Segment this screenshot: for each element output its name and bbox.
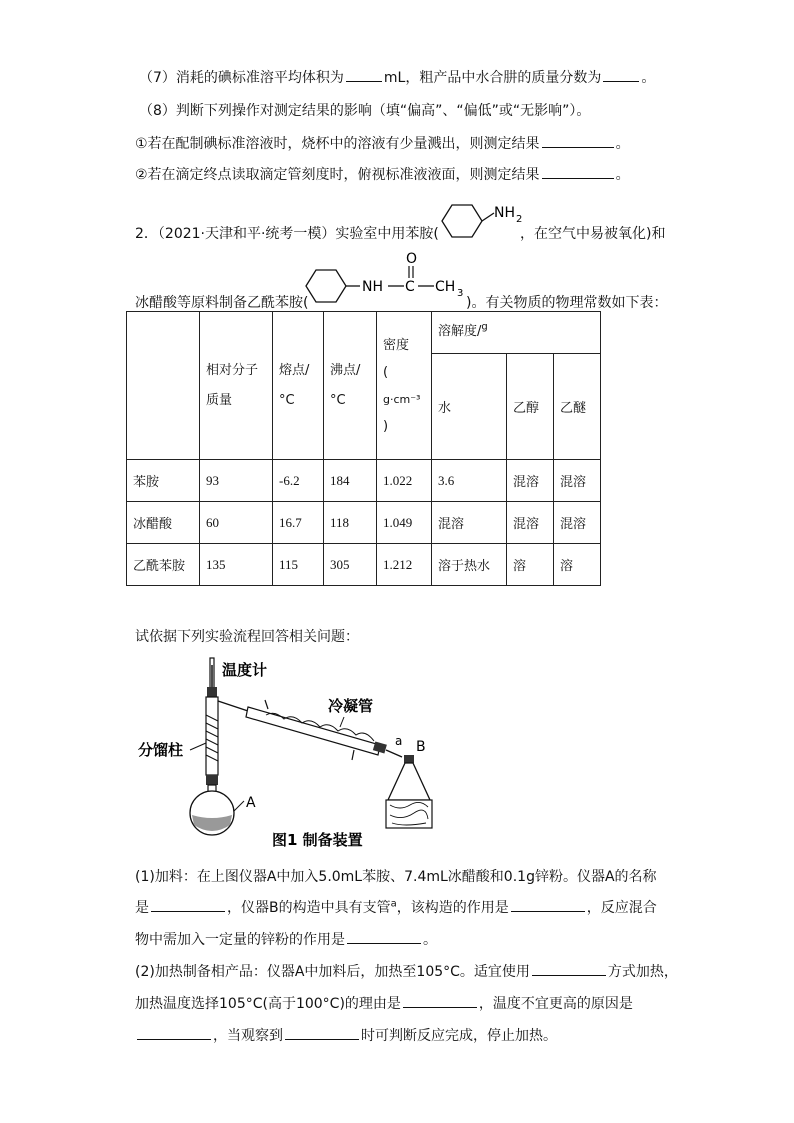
column-label: 分馏柱 [138, 741, 184, 759]
q8-end-2: 。 [615, 167, 630, 183]
q7-line [139, 67, 655, 87]
oxygen-label: O [406, 251, 418, 267]
intro-text: 试依据下列实验流程回答相关问题： [135, 629, 359, 645]
table-header-row-1 [127, 312, 601, 354]
q8-blank-1[interactable] [542, 133, 614, 148]
table-row: 冰醋酸 60 16.7 118 1.049 混溶 混溶 混溶 [127, 502, 601, 544]
q7-text-b: mL，粗产品中水合肼的质量分数为 [383, 70, 602, 86]
q8-end-1: 。 [615, 136, 630, 152]
benzene-ring-1 [442, 205, 482, 237]
header-ether: 乙醚 [554, 354, 601, 460]
header-bp: 沸点/ °C [324, 312, 377, 460]
q7-blank-2[interactable] [603, 67, 639, 82]
ch3-subscript: 3 [457, 288, 464, 299]
q2-line2a: 冰醋酸等原料制备乙酰苯胺( [135, 295, 309, 311]
acetanilide-structure [300, 250, 470, 306]
q8-title: （8）判断下列操作对测定结果的影响（填“偏高”、“偏低”或“无影响”）。 [139, 103, 591, 119]
q2-suffix: ，在空气中易被氧化)和 [520, 226, 666, 242]
condenser-label: 冷凝管 [328, 697, 374, 715]
p1-blank-2[interactable] [511, 897, 585, 912]
p2-blank-3[interactable] [137, 1025, 211, 1040]
header-solubility: 溶解度/$^g$ [432, 312, 601, 354]
properties-table [126, 311, 601, 586]
label-a: A [246, 795, 256, 811]
carbon-label: C [405, 279, 415, 295]
header-mp: 熔点/ °C [273, 312, 324, 460]
p1-line3: 物中需加入一定量的锌粉的作用是 。 [135, 929, 437, 949]
corner-cell [127, 312, 200, 460]
stopper-top [207, 687, 217, 697]
q8-item-1-text: ①若在配制碘标准溶液时，烧杯中的溶液有少量溅出，则测定结果 [135, 136, 540, 152]
apparatus-figure [130, 655, 450, 855]
p2-blank-1[interactable] [532, 961, 606, 976]
nh2-subscript: 2 [516, 214, 523, 225]
label-b: B [416, 739, 426, 755]
header-density: 密度 ( g·cm⁻³ ) [377, 312, 432, 460]
p2-blank-4[interactable] [285, 1025, 359, 1040]
q8-item-2-text: ②若在滴定终点读取滴定管刻度时，俯视标准液液面，则测定结果 [135, 167, 540, 183]
p1-line1: (1)加料：在上图仪器A中加入5.0mL苯胺、7.4mL冰醋酸和0.1g锌粉。仪器A的名称 [135, 869, 657, 885]
header-ethanol: 乙醇 [507, 354, 554, 460]
label-small-a: a [395, 734, 403, 748]
thermometer-label: 温度计 [222, 661, 268, 679]
p1-line2: 是 ，仪器B的构造中具有支管$^a$，该构造的作用是 ，反应混合 [135, 898, 657, 916]
p2-line1: (2)加热制备相产品：仪器A中加料后，加热至105°C。适宜使用 方式加热， [135, 961, 678, 981]
q8-item-2 [135, 164, 630, 184]
flask-b-shape [388, 763, 430, 800]
p2-line3: ，当观察到 时可判断反应完成，停止加热。 [135, 1025, 557, 1045]
header-water: 水 [432, 354, 507, 460]
p2-line2: 加热温度选择105°C(高于100°C)的理由是 ，温度不宜更高的原因是 [135, 993, 633, 1013]
p1-blank-3[interactable] [347, 929, 421, 944]
figure-caption: 图1 制备装置 [272, 831, 363, 849]
q7-blank-1[interactable] [346, 67, 382, 82]
p1-blank-1[interactable] [151, 897, 225, 912]
q8-blank-2[interactable] [542, 164, 614, 179]
header-mw: 相对分子 质量 [200, 312, 273, 460]
benzene-ring-2 [306, 270, 346, 302]
q7-text-c: 。 [641, 70, 656, 86]
nh2-label: NH [494, 205, 515, 221]
q2-line2b: )。有关物质的物理常数如下表： [466, 295, 668, 311]
table-row: 乙酰苯胺 135 115 305 1.212 溶于热水 溶 溶 [127, 544, 601, 586]
q8-item-1 [135, 133, 630, 153]
nh-label: NH [362, 279, 383, 295]
aniline-structure [428, 195, 524, 247]
table-row: 苯胺 93 -6.2 184 1.022 3.6 混溶 混溶 [127, 460, 601, 502]
q7-text-a: （7）消耗的碘标准溶平均体积为 [139, 70, 344, 86]
p2-blank-2[interactable] [403, 993, 477, 1008]
q2-prefix: 2．（2021·天津和平·统考一模）实验室中用苯胺( [135, 226, 439, 242]
ch3-label: CH [435, 279, 456, 295]
